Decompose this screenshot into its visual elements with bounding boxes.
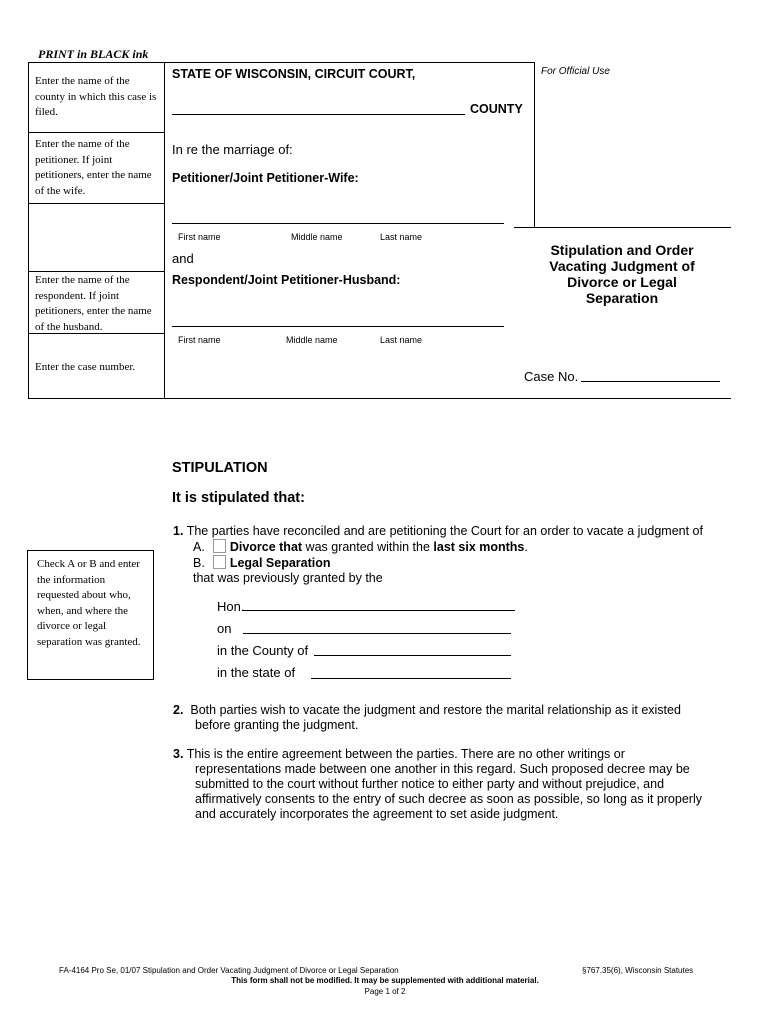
option-b-letter: B. bbox=[193, 556, 205, 570]
respondent-label: Respondent/Joint Petitioner-Husband: bbox=[172, 273, 401, 287]
respondent-last-name-caption: Last name bbox=[380, 335, 423, 345]
petitioner-name-input[interactable] bbox=[172, 223, 504, 224]
item-1-text: The parties have reconciled and are petitioning the Court for an order to vacate a judgment of bbox=[186, 524, 703, 538]
row-divider-3 bbox=[28, 271, 165, 272]
form-top-border bbox=[28, 62, 535, 63]
item-3 bbox=[173, 747, 702, 822]
petitioner-label: Petitioner/Joint Petitioner-Wife: bbox=[172, 171, 359, 185]
instruction-respondent: Enter the name of the respondent. If joint petitioners, enter the name of the husband. bbox=[35, 274, 152, 333]
option-a-checkbox[interactable] bbox=[213, 539, 226, 553]
option-a-bold-2: last six months bbox=[433, 540, 525, 554]
option-a-letter: A. bbox=[193, 540, 205, 554]
option-a-row bbox=[173, 539, 703, 555]
judge-name-input[interactable] bbox=[243, 610, 515, 611]
option-a-bold: Divorce that bbox=[229, 540, 303, 554]
title-line-2: Vacating Judgment of bbox=[549, 258, 695, 274]
option-a-mid: was granted within the bbox=[302, 540, 434, 554]
instruction-case-number: Enter the case number. bbox=[35, 361, 136, 373]
official-use-divider bbox=[534, 62, 535, 227]
county-of-label: in the County of bbox=[217, 643, 309, 658]
instruction-petitioner: Enter the name of the petitioner. If joint petitioners, enter the name of the wife. bbox=[35, 138, 152, 197]
print-note: PRINT in BLACK ink bbox=[38, 47, 149, 61]
option-b-bold: Legal Separation bbox=[229, 556, 331, 570]
row-divider-1 bbox=[28, 132, 165, 133]
item-3-line-1: This is the entire agreement between the parties. There are no other writings or bbox=[186, 747, 625, 761]
check-instruction-box bbox=[27, 550, 154, 680]
respondent-middle-name-caption: Middle name bbox=[286, 335, 338, 345]
petitioner-last-name-caption: Last name bbox=[380, 232, 423, 242]
title-line-1: Stipulation and Order bbox=[550, 242, 694, 258]
item-1 bbox=[173, 524, 703, 586]
on-label: on bbox=[217, 621, 232, 636]
footer-statute: §767.35(6), Wisconsin Statutes bbox=[582, 966, 694, 975]
case-no-label: Case No. bbox=[524, 369, 579, 384]
petitioner-middle-name-caption: Middle name bbox=[291, 232, 343, 242]
form-bottom-border bbox=[28, 398, 731, 399]
option-a-end: . bbox=[524, 540, 528, 554]
item-3-line-4: affirmatively consents to the entry of such decree as soon as possible, so long as it properly bbox=[195, 792, 702, 806]
footer-notice: This form shall not be modified. It may be supplemented with additional material. bbox=[231, 976, 539, 985]
petitioner-first-name-caption: First name bbox=[178, 232, 221, 242]
item-2-line-2: before granting the judgment. bbox=[195, 718, 359, 732]
footer-page-number: Page 1 of 2 bbox=[364, 987, 406, 996]
county-label: COUNTY bbox=[470, 102, 523, 116]
check-instruction-text: Check A or B and enter the information requested about who, when, and where the divorce or legal separation was granted. bbox=[37, 558, 141, 648]
instruction-column-divider bbox=[164, 62, 165, 399]
hon-label: Hon. bbox=[217, 599, 245, 614]
item-3-number: 3. bbox=[173, 747, 184, 761]
item-1-number: 1. bbox=[173, 524, 184, 538]
stipulation-heading: STIPULATION bbox=[172, 460, 268, 476]
title-line-3: Divorce or Legal bbox=[567, 274, 677, 290]
item-3-line-5: and accurately incorporates the agreement to set aside judgment. bbox=[195, 807, 559, 821]
state-of-label: in the state of bbox=[217, 665, 296, 680]
instruction-county: Enter the name of the county in which this case is filed. bbox=[35, 75, 157, 118]
item-2-line-1: Both parties wish to vacate the judgment and restore the marital relationship as it existed bbox=[190, 703, 681, 717]
case-number-input[interactable] bbox=[581, 381, 720, 382]
respondent-first-name-caption: First name bbox=[178, 335, 221, 345]
option-b-checkbox[interactable] bbox=[213, 555, 226, 569]
option-b-row bbox=[173, 555, 703, 571]
row-divider-2 bbox=[28, 203, 165, 204]
judgment-state-input[interactable] bbox=[311, 678, 511, 679]
in-re-label: In re the marriage of: bbox=[172, 142, 293, 157]
title-line-4: Separation bbox=[585, 290, 659, 306]
granted-by-text: that was previously granted by the bbox=[193, 571, 383, 585]
court-line: STATE OF WISCONSIN, CIRCUIT COURT, bbox=[172, 67, 416, 81]
respondent-name-input[interactable] bbox=[172, 326, 504, 327]
official-use-label: For Official Use bbox=[541, 66, 610, 77]
document-title bbox=[517, 242, 727, 306]
and-label: and bbox=[172, 251, 194, 266]
item-3-line-3: submitted to the court without further notice to either party and without prejudice, and bbox=[195, 777, 665, 791]
item-2-number: 2. bbox=[173, 703, 184, 717]
item-3-line-2: representations made between one another in this regard. Such proposed decree may be bbox=[195, 762, 690, 776]
county-input[interactable] bbox=[172, 114, 465, 115]
judgment-date-input[interactable] bbox=[243, 633, 511, 634]
item-2 bbox=[173, 703, 681, 733]
form-left-border bbox=[28, 62, 29, 399]
stipulation-subheading: It is stipulated that: bbox=[172, 490, 305, 506]
official-use-bottom bbox=[514, 227, 731, 228]
judgment-county-input[interactable] bbox=[314, 655, 511, 656]
footer-form-id: FA-4164 Pro Se, 01/07 Stipulation and Order Vacating Judgment of Divorce or Legal Separation bbox=[59, 966, 399, 975]
